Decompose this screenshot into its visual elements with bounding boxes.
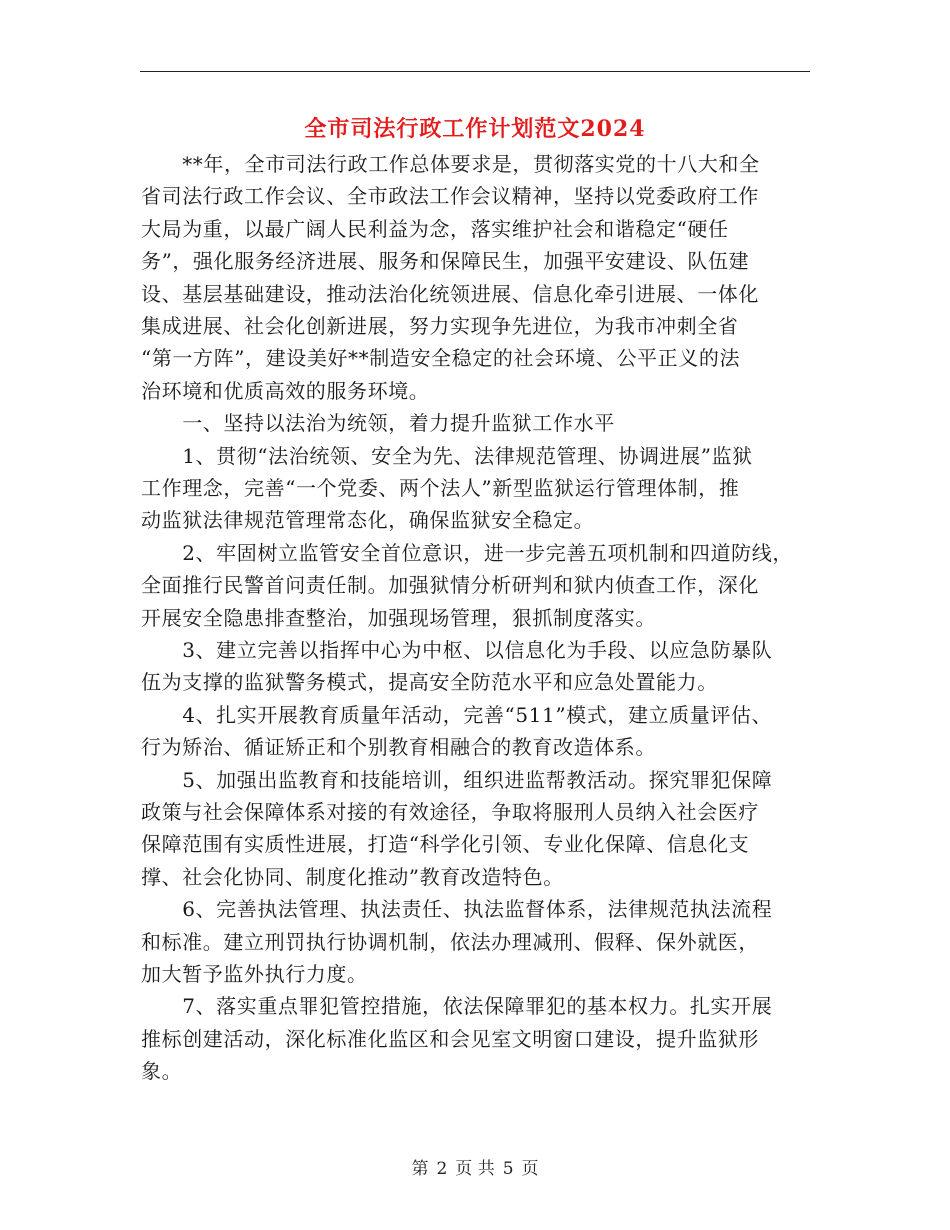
footer-mid: 页 共 bbox=[455, 1159, 495, 1179]
body-line: “第一方阵”，建设美好**制造安全稳定的社会环境、公平正义的法 bbox=[141, 346, 741, 371]
body-line: 全面推行民警首问责任制。加强狱情分析研判和狱内侦查工作，深化 bbox=[141, 573, 759, 598]
document-title: 全市司法行政工作计划范文2024 bbox=[304, 116, 646, 142]
body-line: 3、建立完善以指挥中心为中枢、以信息化为手段、以应急防暴队 bbox=[141, 638, 773, 662]
body-line: **年，全市司法行政工作总体要求是，贯彻落实党的十八大和全 bbox=[141, 152, 760, 176]
header-rule bbox=[140, 71, 810, 72]
body-line: 5、加强出监教育和技能培训，组织进监帮教活动。探究罪犯保障 bbox=[141, 767, 773, 792]
body-line: 工作理念，完善“一个党委、两个法人”新型监狱运行管理体制，推 bbox=[141, 476, 740, 500]
body-line: 行为矫治、循证矫正和个别教育相融合的教育改造体系。 bbox=[141, 735, 656, 760]
footer-current-page: 2 bbox=[436, 1159, 448, 1179]
body-line: 1、贯彻“法治统领、安全为先、法律规范管理、协调进展”监狱 bbox=[141, 443, 753, 468]
body-line: 象。 bbox=[141, 1059, 183, 1084]
body-line: 设、基层基础建设，推动法治化统领进展、信息化牵引进展、一体化 bbox=[141, 281, 759, 306]
body-line: 动监狱法律规范管理常态化，确保监狱安全稳定。 bbox=[141, 508, 595, 533]
body-line: 治环境和优质高效的服务环境。 bbox=[141, 378, 430, 403]
body-line: 政策与社会保障体系对接的有效途径，争取将服刑人员纳入社会医疗 bbox=[141, 800, 759, 824]
body-line: 开展安全隐患排查整治，加强现场管理，狠抓制度落实。 bbox=[141, 605, 656, 630]
body-line: 伍为支撑的监狱警务模式，提高安全防范水平和应急处置能力。 bbox=[141, 670, 718, 695]
footer-total-pages: 5 bbox=[502, 1159, 514, 1179]
body-line: 省司法行政工作会议、全市政法工作会议精神，坚持以党委政府工作 bbox=[141, 184, 759, 209]
body-line: 6、完善执法管理、执法责任、执法监督体系，法律规范执法流程 bbox=[141, 897, 773, 922]
body-line: 7、落实重点罪犯管控措施，依法保障罪犯的基本权力。扎实开展 bbox=[141, 994, 773, 1019]
body-line: 集成进展、社会化创新进展，努力实现争先进位，为我市冲刺全省 bbox=[141, 314, 739, 338]
body-line: 大局为重，以最广阔人民利益为念，落实维护社会和谐稳定“硬任 bbox=[141, 216, 729, 241]
body-line: 撑、社会化协同、制度化推动”教育改造特色。 bbox=[141, 864, 564, 889]
body-line: 加大暂予监外执行力度。 bbox=[141, 962, 368, 986]
body-line: 务”，强化服务经济进展、服务和保障民生，加强平安建设、队伍建 bbox=[141, 249, 750, 274]
body-line: 保障范围有实质性进展，打造“科学化引领、专业化保障、信息化支 bbox=[141, 832, 750, 857]
page-footer bbox=[0, 1154, 950, 1179]
footer-prefix: 第 bbox=[411, 1159, 429, 1179]
body-line: 2、牢固树立监管安全首位意识，进一步完善五项机制和四道防线， bbox=[141, 540, 793, 565]
body-line: 4、扎实开展教育质量年活动，完善“511”模式，建立质量评估、 bbox=[141, 702, 773, 727]
body-line: 推标创建活动，深化标准化监区和会见室文明窗口建设，提升监狱形 bbox=[141, 1026, 759, 1051]
body-line: 和标准。建立刑罚执行协调机制，依法办理减刑、假释、保外就医， bbox=[141, 929, 759, 954]
body-line: 一、坚持以法治为统领，着力提升监狱工作水平 bbox=[141, 411, 615, 436]
footer-suffix: 页 bbox=[521, 1159, 539, 1179]
